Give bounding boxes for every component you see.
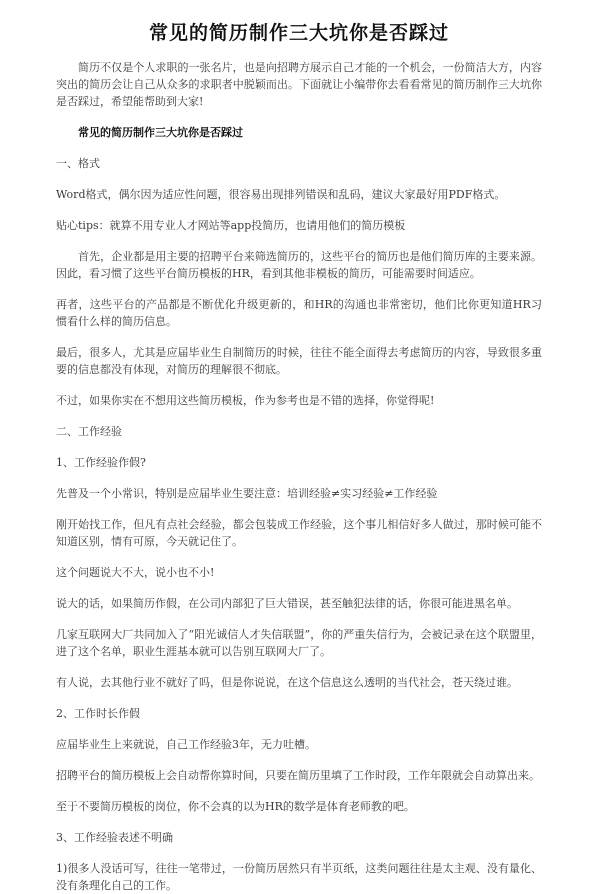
paragraph: 这个问题说大不大，说小也不小! <box>56 566 215 579</box>
paragraph: 3、工作经验表述不明确 <box>56 831 173 844</box>
paragraph: 至于不要简历模板的岗位，你不会真的以为HR的数学是体育老师教的吧。 <box>56 800 415 813</box>
paragraph: 二、工作经验 <box>56 425 122 438</box>
paragraph: 招聘平台的简历模板上会自动帮你算时间，只要在简历里填了工作时段，工作年限就会自动算出来。 <box>56 769 540 782</box>
paragraph: 不过，如果你实在不想用这些简历模板，作为参考也是不错的选择，你觉得呢! <box>56 394 435 407</box>
paragraph: 再者，这些平台的产品都是不断优化升级更新的，和HR的沟通也非常密切，他们比你更知道HR习惯看什么样的简历信息。 <box>56 298 542 328</box>
paragraph: 1)很多人没话可写，往往一笔带过，一份简历居然只有半页纸，这类问题往往是太主观、没有量化、没有条理化自己的工作。 <box>56 862 542 892</box>
paragraph: 首先，企业都是用主要的招聘平台来筛选简历的，这些平台的简历也是他们简历库的主要来源。因此，看习惯了这些平台简历模板的HR，看到其他非模板的简历，可能需要时间适应。 <box>56 250 542 280</box>
section-heading: 常见的简历制作三大坑你是否踩过 <box>78 126 243 139</box>
paragraph: 应届毕业生上来就说，自己工作经验3年，无力吐槽。 <box>56 738 316 751</box>
paragraph: Word格式，偶尔因为适应性问题，很容易出现排列错误和乱码，建议大家最好用PDF格式。 <box>56 188 506 201</box>
paragraph: 先普及一个小常识，特别是应届毕业生要注意：培训经验≠实习经验≠工作经验 <box>56 487 438 500</box>
paragraph: 最后，很多人，尤其是应届毕业生自制简历的时候，往往不能全面得去考虑简历的内容，导致很多重要的信息都没有体现，对简历的理解很不彻底。 <box>56 346 542 376</box>
paragraph: 2、工作时长作假 <box>56 707 140 720</box>
document-body <box>56 59 542 894</box>
document-title: 常见的简历制作三大坑你是否踩过 <box>148 22 449 44</box>
paragraph: 一、格式 <box>56 157 100 170</box>
paragraph: 几家互联网大厂共同加入了“阳光诚信人才失信联盟”，你的严重失信行为，会被记录在这个联盟里，进了这个名单，职业生涯基本就可以告别互联网大厂了。 <box>56 628 542 658</box>
paragraph: 简历不仅是个人求职的一张名片，也是向招聘方展示自己才能的一个机会，一份简洁大方，内容突出的简历会让自己从众多的求职者中脱颖而出。下面就让小编带你去看看常见的简历制作三大坑你是否踩过，希望能帮助到大家! <box>56 61 542 108</box>
paragraph: 1、工作经验作假? <box>56 456 146 469</box>
paragraph: 贴心tips：就算不用专业人才网站等app投简历，也请用他们的简历模板 <box>56 219 406 232</box>
paragraph: 说大的话，如果简历作假，在公司内部犯了巨大错误，甚至触犯法律的话，你很可能进黑名单。 <box>56 597 518 610</box>
paragraph: 刚开始找工作，但凡有点社会经验，都会包装成工作经验，这个事儿相信好多人做过，那时候可能不知道区别，情有可原，今天就记住了。 <box>56 518 542 548</box>
paragraph: 有人说，去其他行业不就好了吗，但是你说说，在这个信息这么透明的当代社会，苍天绕过谁。 <box>56 676 518 689</box>
